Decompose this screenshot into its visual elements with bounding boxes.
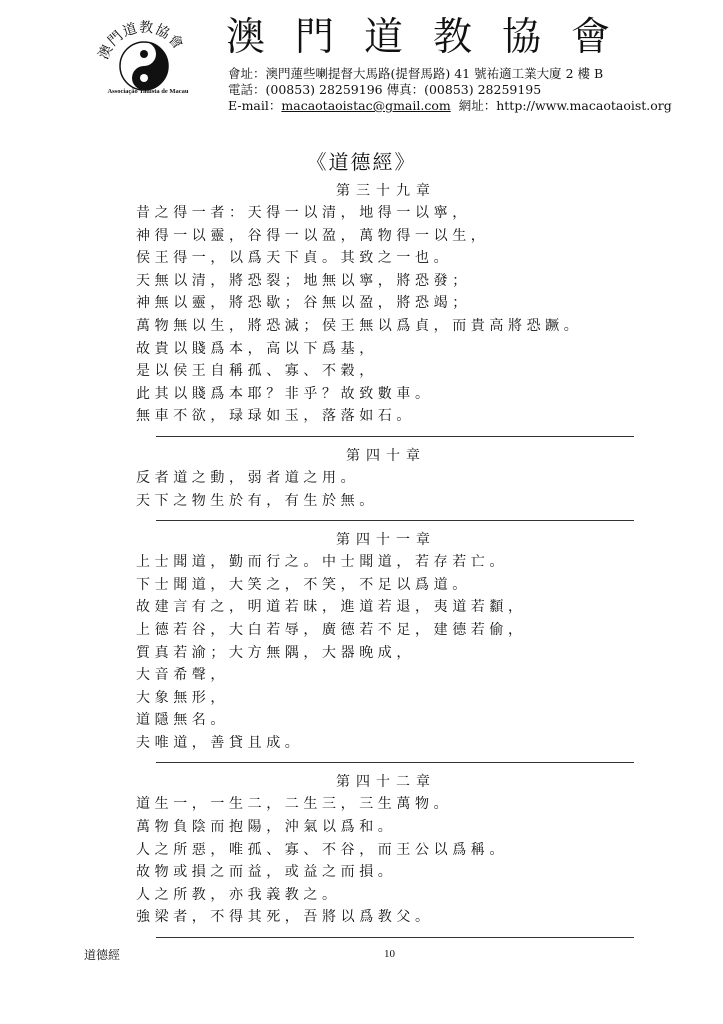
chapter-section xyxy=(136,529,636,763)
verse-line: 天無以清，將恐裂；地無以寧，將恐發； xyxy=(136,272,471,289)
verse-line: 神得一以靈，谷得一以盈，萬物得一以生， xyxy=(136,227,490,244)
chapter-title: 第四十章 xyxy=(346,447,426,464)
verse-line: 人之所惡，唯孤、寡、不谷，而王公以爲稱。 xyxy=(136,841,508,858)
verse-line: 無車不欲，琭琭如玉，落落如石。 xyxy=(136,408,415,425)
document-title: 《道德經》 xyxy=(306,150,417,174)
phone-fax-line: 電話：(00853) 28259196 傳真：(00853) 28259195 xyxy=(228,82,542,97)
page-number: 10 xyxy=(384,948,395,960)
section-divider xyxy=(156,436,634,437)
email-web-line xyxy=(228,98,672,114)
document-body xyxy=(136,180,636,946)
verse-line: 上德若谷，大白若辱，廣德若不足，建德若偷， xyxy=(136,621,527,638)
section-divider xyxy=(156,520,634,521)
verse-line: 萬物負陰而抱陽，沖氣以爲和。 xyxy=(136,819,397,836)
verse-line: 質真若渝；大方無隅，大器晚成， xyxy=(136,644,415,661)
email-link[interactable]: macaotaoistac@gmail.com xyxy=(281,98,451,113)
verse-line: 故物或損之而益，或益之而損。 xyxy=(136,864,397,881)
verse-line: 昔之得一者：天得一以清，地得一以寧， xyxy=(136,205,471,221)
verse-line: 天下之物生於有，有生於無。 xyxy=(136,492,378,509)
address-line: 會址：澳門蓮些喇提督大馬路(提督馬路) 41 號祐適工業大廈 2 樓 B xyxy=(228,66,604,81)
verse-line: 下士聞道，大笑之，不笑，不足以爲道。 xyxy=(136,576,471,593)
chapter-section xyxy=(136,445,636,521)
logo-ring-text: 澳門道教協會 xyxy=(95,19,187,63)
verse-line: 大象無形， xyxy=(136,689,229,706)
logo-subtitle: Associação Tauista de Macau xyxy=(107,88,189,95)
chapter-section xyxy=(136,180,636,437)
verse-line: 此其以賤爲本耶？非乎？故致數車。 xyxy=(136,385,434,402)
section-divider xyxy=(156,762,634,763)
verse-line: 反者道之動，弱者道之用。 xyxy=(136,469,360,486)
verse-line: 故建言有之，明道若昧，進道若退，夷道若纇， xyxy=(136,599,527,616)
verse-line: 故貴以賤爲本，高以下爲基， xyxy=(136,340,378,357)
verse-line: 神無以靈，將恐歇；谷無以盈，將恐竭； xyxy=(136,295,471,312)
chapter-section xyxy=(136,771,636,938)
organization-name: 澳門道教協會 xyxy=(226,15,641,60)
verse-line: 道生一，一生二，二生三，三生萬物。 xyxy=(136,796,453,813)
verse-line: 侯王得一，以爲天下貞。其致之一也。 xyxy=(136,250,453,267)
verse-line: 是以侯王自稱孤、寡、不穀， xyxy=(136,363,378,380)
verse-line: 大音希聲， xyxy=(136,667,229,684)
contact-block xyxy=(228,66,672,114)
verse-line: 萬物無以生，將恐滅；侯王無以爲貞，而貴高將恐蹶。 xyxy=(136,317,583,334)
email-label: E-mail： xyxy=(228,98,282,113)
website-link[interactable]: 網址：http://www.macaotaoist.org xyxy=(458,98,672,113)
verse-line: 人之所教，亦我義教之。 xyxy=(136,886,341,903)
verse-line: 道隱無名。 xyxy=(136,712,229,729)
chapter-title: 第四十二章 xyxy=(336,774,436,791)
verse-line: 夫唯道，善貸且成。 xyxy=(136,734,304,751)
chapter-title: 第三十九章 xyxy=(336,183,436,199)
verse-line: 強梁者，不得其死，吾將以爲教父。 xyxy=(136,909,434,926)
section-divider xyxy=(156,937,634,938)
verse-line: 上士聞道，勤而行之。中士聞道，若存若亡。 xyxy=(136,554,508,571)
footer-document-name: 道德經 xyxy=(84,948,121,962)
chapter-title: 第四十一章 xyxy=(336,532,436,549)
